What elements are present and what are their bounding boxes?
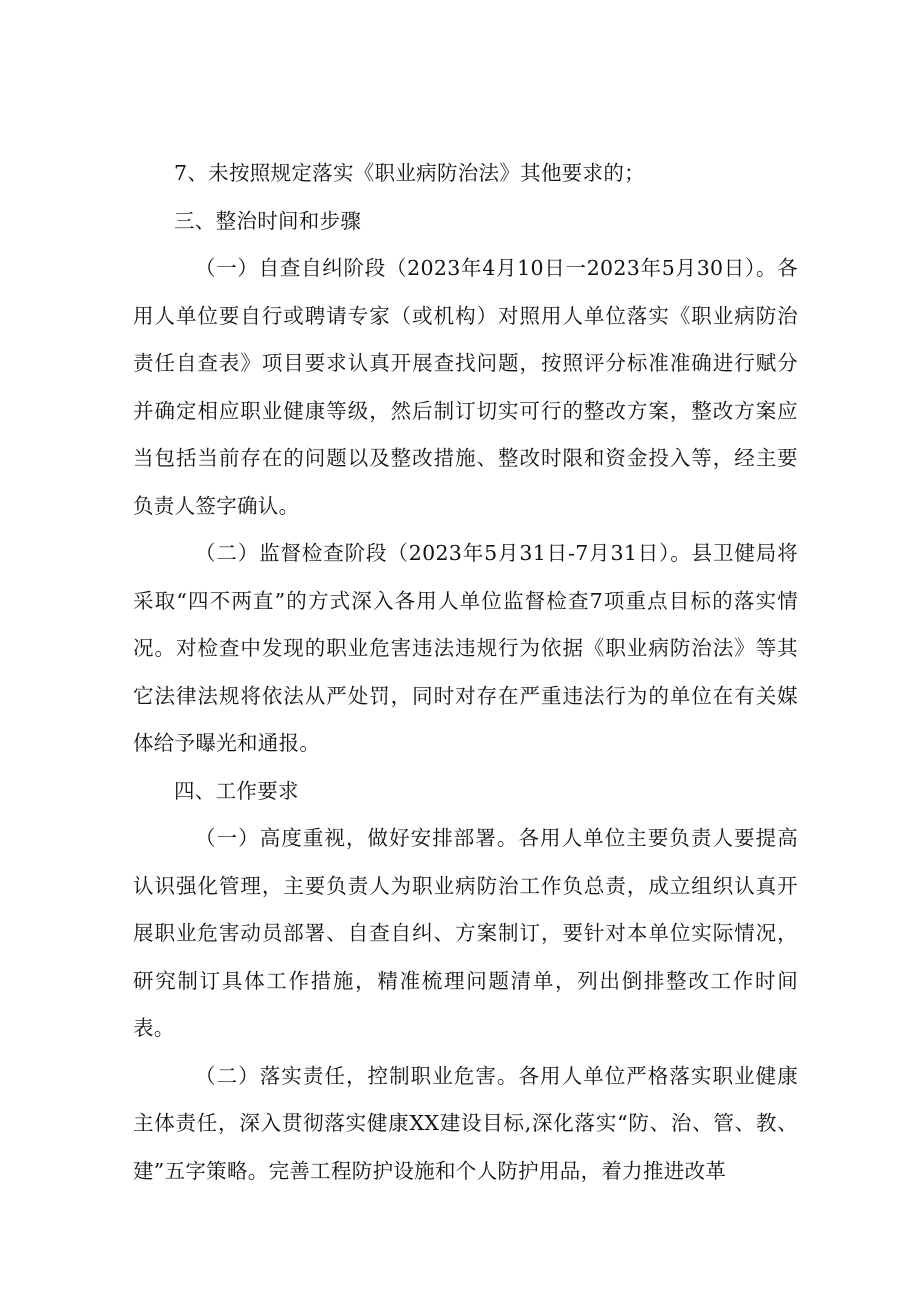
section-heading-requirements: 四、工作要求 xyxy=(174,778,299,803)
paragraph-supervision-stage: （二）监督检查阶段（2023年5月31日-7月31日）。县卫健局将采取“四不两直”的方式深入各用人单位监督检查7项重点目标的落实情况。对检查中发现的职业危害违法违规行为依据《职业病防治法》等其它法律法规将依法从严处罚，同时对存在严重违法行为的单位在有关媒体给予曝光和通报。 xyxy=(133,541,798,755)
paragraph-item-7: 7、未按照规定落实《职业病防治法》其他要求的； xyxy=(174,161,645,185)
section-heading-schedule: 三、整治时间和步骤 xyxy=(174,208,362,233)
paragraph-self-inspection-stage: （一）自查自纠阶段（2023年4月10日一2023年5月30日）。各用人单位要自行或聘请专家（或机构）对照用人单位落实《职业病防治责任自查表》项目要求认真开展查找问题，按照评分标准准确进行赋分并确定相应职业健康等级，然后制订切实可行的整改方案，整改方案应当包括当前存在的问题以及整改措施、整改时限和资金投入等，经主要负责人签字确认。 xyxy=(133,256,798,518)
paragraph-implement-responsibility: （二）落实责任，控制职业危害。各用人单位严格落实职业健康主体责任，深入贯彻落实健康XX建设目标,深化落实“防、治、管、教、建”五字策略。完善工程防护设施和个人防护用品，着力推进改革 xyxy=(133,1063,798,1183)
document-body xyxy=(133,150,798,1195)
paragraph-attach-importance: （一）高度重视，做好安排部署。各用人单位主要负责人要提高认识强化管理，主要负责人为职业病防治工作负总责，成立组织认真开展职业危害动员部署、自查自纠、方案制订，要针对本单位实际情况，研究制订具体工作措施，精准梳理问题清单，列出倒排整改工作时间表。 xyxy=(133,826,798,1040)
